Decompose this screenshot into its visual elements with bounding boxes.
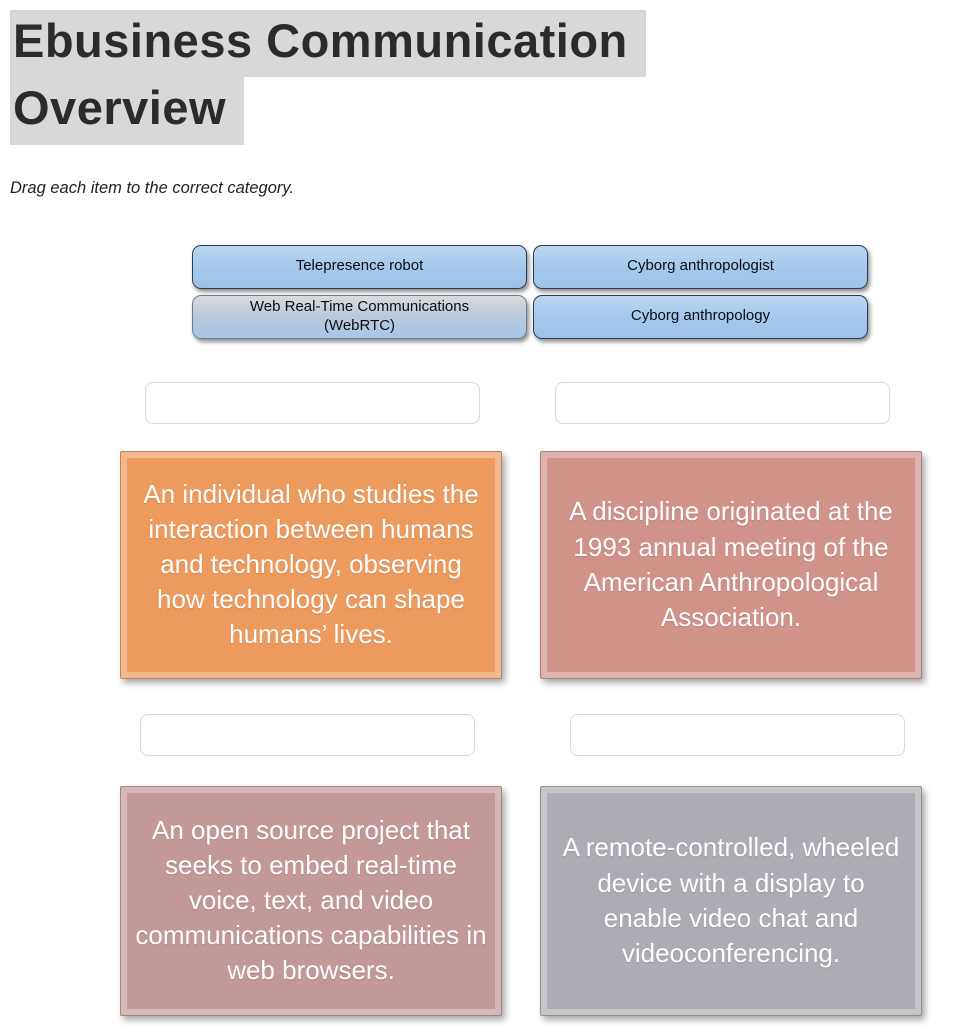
dropzone-row-1 (145, 382, 963, 424)
drag-item-cyborg-anthropologist[interactable]: Cyborg anthropologist (533, 245, 868, 289)
category-card-3 (120, 786, 502, 1016)
quiz-page (0, 10, 963, 1016)
category-card-3-description: An open source project that seeks to embed real-time voice, text, and video communications capabilities in web browsers. (135, 814, 487, 986)
category-card-2 (540, 451, 922, 679)
drag-item-telepresence-robot[interactable]: Telepresence robot (192, 245, 527, 289)
page-title (10, 10, 963, 145)
answer-dropzone-2[interactable] (555, 382, 890, 424)
category-card-1 (120, 451, 502, 679)
category-card-row-1 (120, 451, 963, 679)
drag-item-cyborg-anthropology[interactable]: Cyborg anthropology (533, 295, 868, 339)
page-title-line-2: Overview (10, 77, 244, 144)
category-card-2-description: A discipline originated at the 1993 annual meeting of the American Anthropological Association. (569, 496, 893, 632)
category-card-1-description: An individual who studies the interaction between humans and technology, observing how technology can shape humans’ lives. (143, 478, 479, 650)
answer-dropzone-1[interactable] (145, 382, 480, 424)
category-card-row-2 (120, 786, 963, 1016)
category-card-4-description: A remote-controlled, wheeled device with a display to enable video chat and videoconferencing. (562, 832, 900, 968)
answer-dropzone-3[interactable] (140, 714, 475, 756)
instruction-text: Drag each item to the correct category. (10, 178, 294, 197)
category-card-4 (540, 786, 922, 1016)
dropzone-row-2 (140, 714, 963, 756)
drag-item-webrtc[interactable]: Web Real-Time Communications (WebRTC) (192, 295, 527, 339)
drag-item-bank (192, 245, 868, 339)
page-title-line-1: Ebusiness Communication (10, 10, 646, 77)
answer-dropzone-4[interactable] (570, 714, 905, 756)
